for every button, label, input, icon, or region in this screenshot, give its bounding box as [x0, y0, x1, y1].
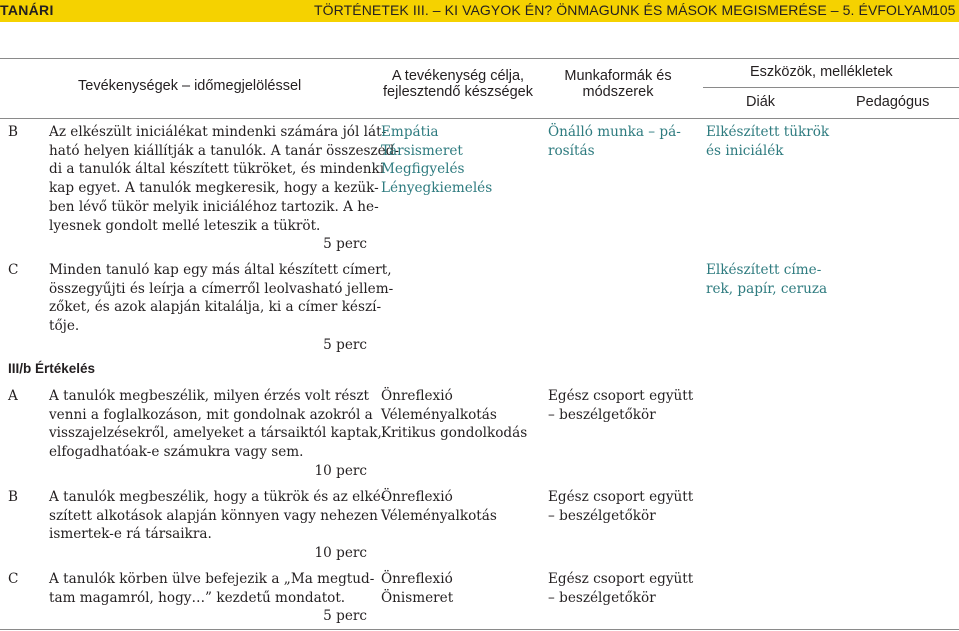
method-item: Önálló munka – pá-: [548, 124, 681, 140]
goal-item: Társismeret: [381, 142, 463, 159]
text-line: összegyűjti és leírja a címerről leolvasható jellem-: [49, 280, 394, 297]
text-line: szített alkotások alapján könnyen vagy nehezen: [49, 507, 378, 524]
col-head-activities: Tevékenységek – időmegjelöléssel: [78, 78, 302, 94]
goals-b: [381, 123, 492, 198]
method-item: Egész csoport együtt: [548, 571, 694, 587]
method-item: – beszélgetőkör: [548, 589, 656, 606]
text-line: di a tanulók által készített tükröket, és mindenki: [49, 161, 385, 178]
eval-goals-a: [381, 387, 527, 443]
row-letter-b: B: [8, 124, 18, 140]
eval-text-b: [49, 488, 386, 563]
col-head-goal-line2: fejlesztendő készségek: [383, 84, 533, 100]
eval-methods-a: [548, 387, 693, 424]
student-tools-b: [706, 123, 829, 160]
rule-tools: [703, 87, 959, 88]
tool-item: rek, papír, ceruza: [706, 280, 828, 297]
text-line: elfogadhatóak-e számukra vagy sem.: [49, 444, 304, 461]
goal-item: Lényegkiemelés: [381, 180, 493, 197]
text-line: kap egyet. A tanulók megkeresik, hogy a kezük-: [49, 180, 379, 197]
eval-letter-b: B: [8, 489, 18, 505]
col-head-goal-line1: A tevékenység célja,: [391, 68, 525, 84]
time-label: 10 perc: [314, 462, 367, 479]
col-head-methods-line1: Munkaformák és: [564, 68, 672, 84]
goal-item: Önreflexió: [381, 571, 453, 587]
method-item: – beszélgetőkör: [548, 406, 656, 423]
goal-item: Önismeret: [381, 589, 454, 606]
eval-text-a: [49, 387, 382, 481]
goal-item: Empátia: [381, 124, 439, 140]
text-line: Minden tanuló kap egy más által készített címert,: [49, 262, 392, 278]
col-head-methods-line2: módszerek: [582, 84, 654, 100]
text-line: ben lévő tükör melyik iniciáléhoz tartozik. A he-: [49, 198, 379, 215]
text-line: visszajelzésekről, amelyeket a társaiktól kaptak,: [49, 425, 382, 442]
method-item: – beszélgetőkör: [548, 507, 656, 524]
text-line: lyesnek gondolt mellé leteszik a tükröt.: [49, 217, 321, 234]
student-tools-c: [706, 261, 827, 298]
text-line: zőket, és azok alapján kitalálja, ki a címer készí-: [49, 299, 382, 316]
methods-b: [548, 123, 681, 160]
goal-item: Kritikus gondolkodás: [381, 425, 528, 442]
text-line: Az elkészült iniciálékat mindenki számára jól lát-: [49, 124, 387, 140]
goal-item: Véleményalkotás: [381, 406, 497, 423]
goal-item: Önreflexió: [381, 489, 453, 505]
text-line: ismertek-e rá társaikra.: [49, 526, 212, 543]
text-line: tam magamról, hogy…” kezdetű mondatot.: [49, 589, 346, 606]
col-head-teacher: Pedagógus: [856, 94, 930, 110]
text-line: ható helyen kiállítják a tanulók. A tanár összeszed-: [49, 142, 399, 159]
goal-item: Önreflexió: [381, 388, 453, 404]
time-label: 5 perc: [323, 336, 367, 353]
time-label: 5 perc: [323, 236, 367, 253]
tool-item: Elkészített címe-: [706, 262, 822, 278]
goal-item: Megfigyelés: [381, 161, 465, 178]
goal-item: Véleményalkotás: [381, 507, 497, 524]
text-line: A tanulók megbeszélik, hogy a tükrök és az elké-: [49, 489, 386, 505]
rule-top: [0, 58, 959, 59]
eval-methods-b: [548, 488, 693, 525]
method-item: rosítás: [548, 142, 595, 159]
activity-text-b: [49, 123, 399, 254]
tool-item: Elkészített tükrök: [706, 124, 830, 140]
text-line: tője.: [49, 318, 80, 335]
page-number: 105: [932, 2, 956, 18]
text-line: A tanulók körben ülve befejezik a „Ma megtud-: [49, 571, 375, 587]
header-left: TANÁRI: [0, 2, 54, 18]
time-label: 5 perc: [323, 608, 367, 625]
col-head-tools: Eszközök, mellékletek: [750, 64, 893, 80]
section-title: III/b Értékelés: [8, 361, 96, 376]
eval-goals-c: [381, 570, 453, 607]
method-item: Egész csoport együtt: [548, 388, 694, 404]
rule-bottom: [0, 629, 959, 630]
page-header: [0, 0, 959, 22]
eval-goals-b: [381, 488, 497, 525]
row-letter-c: C: [8, 262, 19, 278]
tool-item: és iniciálék: [706, 142, 784, 159]
eval-text-c: [49, 570, 375, 626]
col-head-methods: [548, 68, 688, 100]
eval-letter-c: C: [8, 571, 19, 587]
col-head-student: Diák: [746, 94, 776, 110]
rule-head-bottom: [0, 118, 959, 119]
eval-methods-c: [548, 570, 693, 607]
eval-letter-a: A: [8, 388, 18, 404]
text-line: venni a foglalkozáson, mit gondolnak azokról a: [49, 406, 373, 423]
time-label: 10 perc: [314, 545, 367, 562]
header-title: TÖRTÉNETEK III. – KI VAGYOK ÉN? ÖNMAGUNK ÉS MÁSOK MEGISMERÉSE – 5. ÉVFOLYAM: [314, 2, 934, 18]
col-head-goal: [378, 68, 538, 100]
text-line: A tanulók megbeszélik, milyen érzés volt részt: [49, 388, 370, 404]
activity-text-c: [49, 261, 394, 355]
method-item: Egész csoport együtt: [548, 489, 694, 505]
